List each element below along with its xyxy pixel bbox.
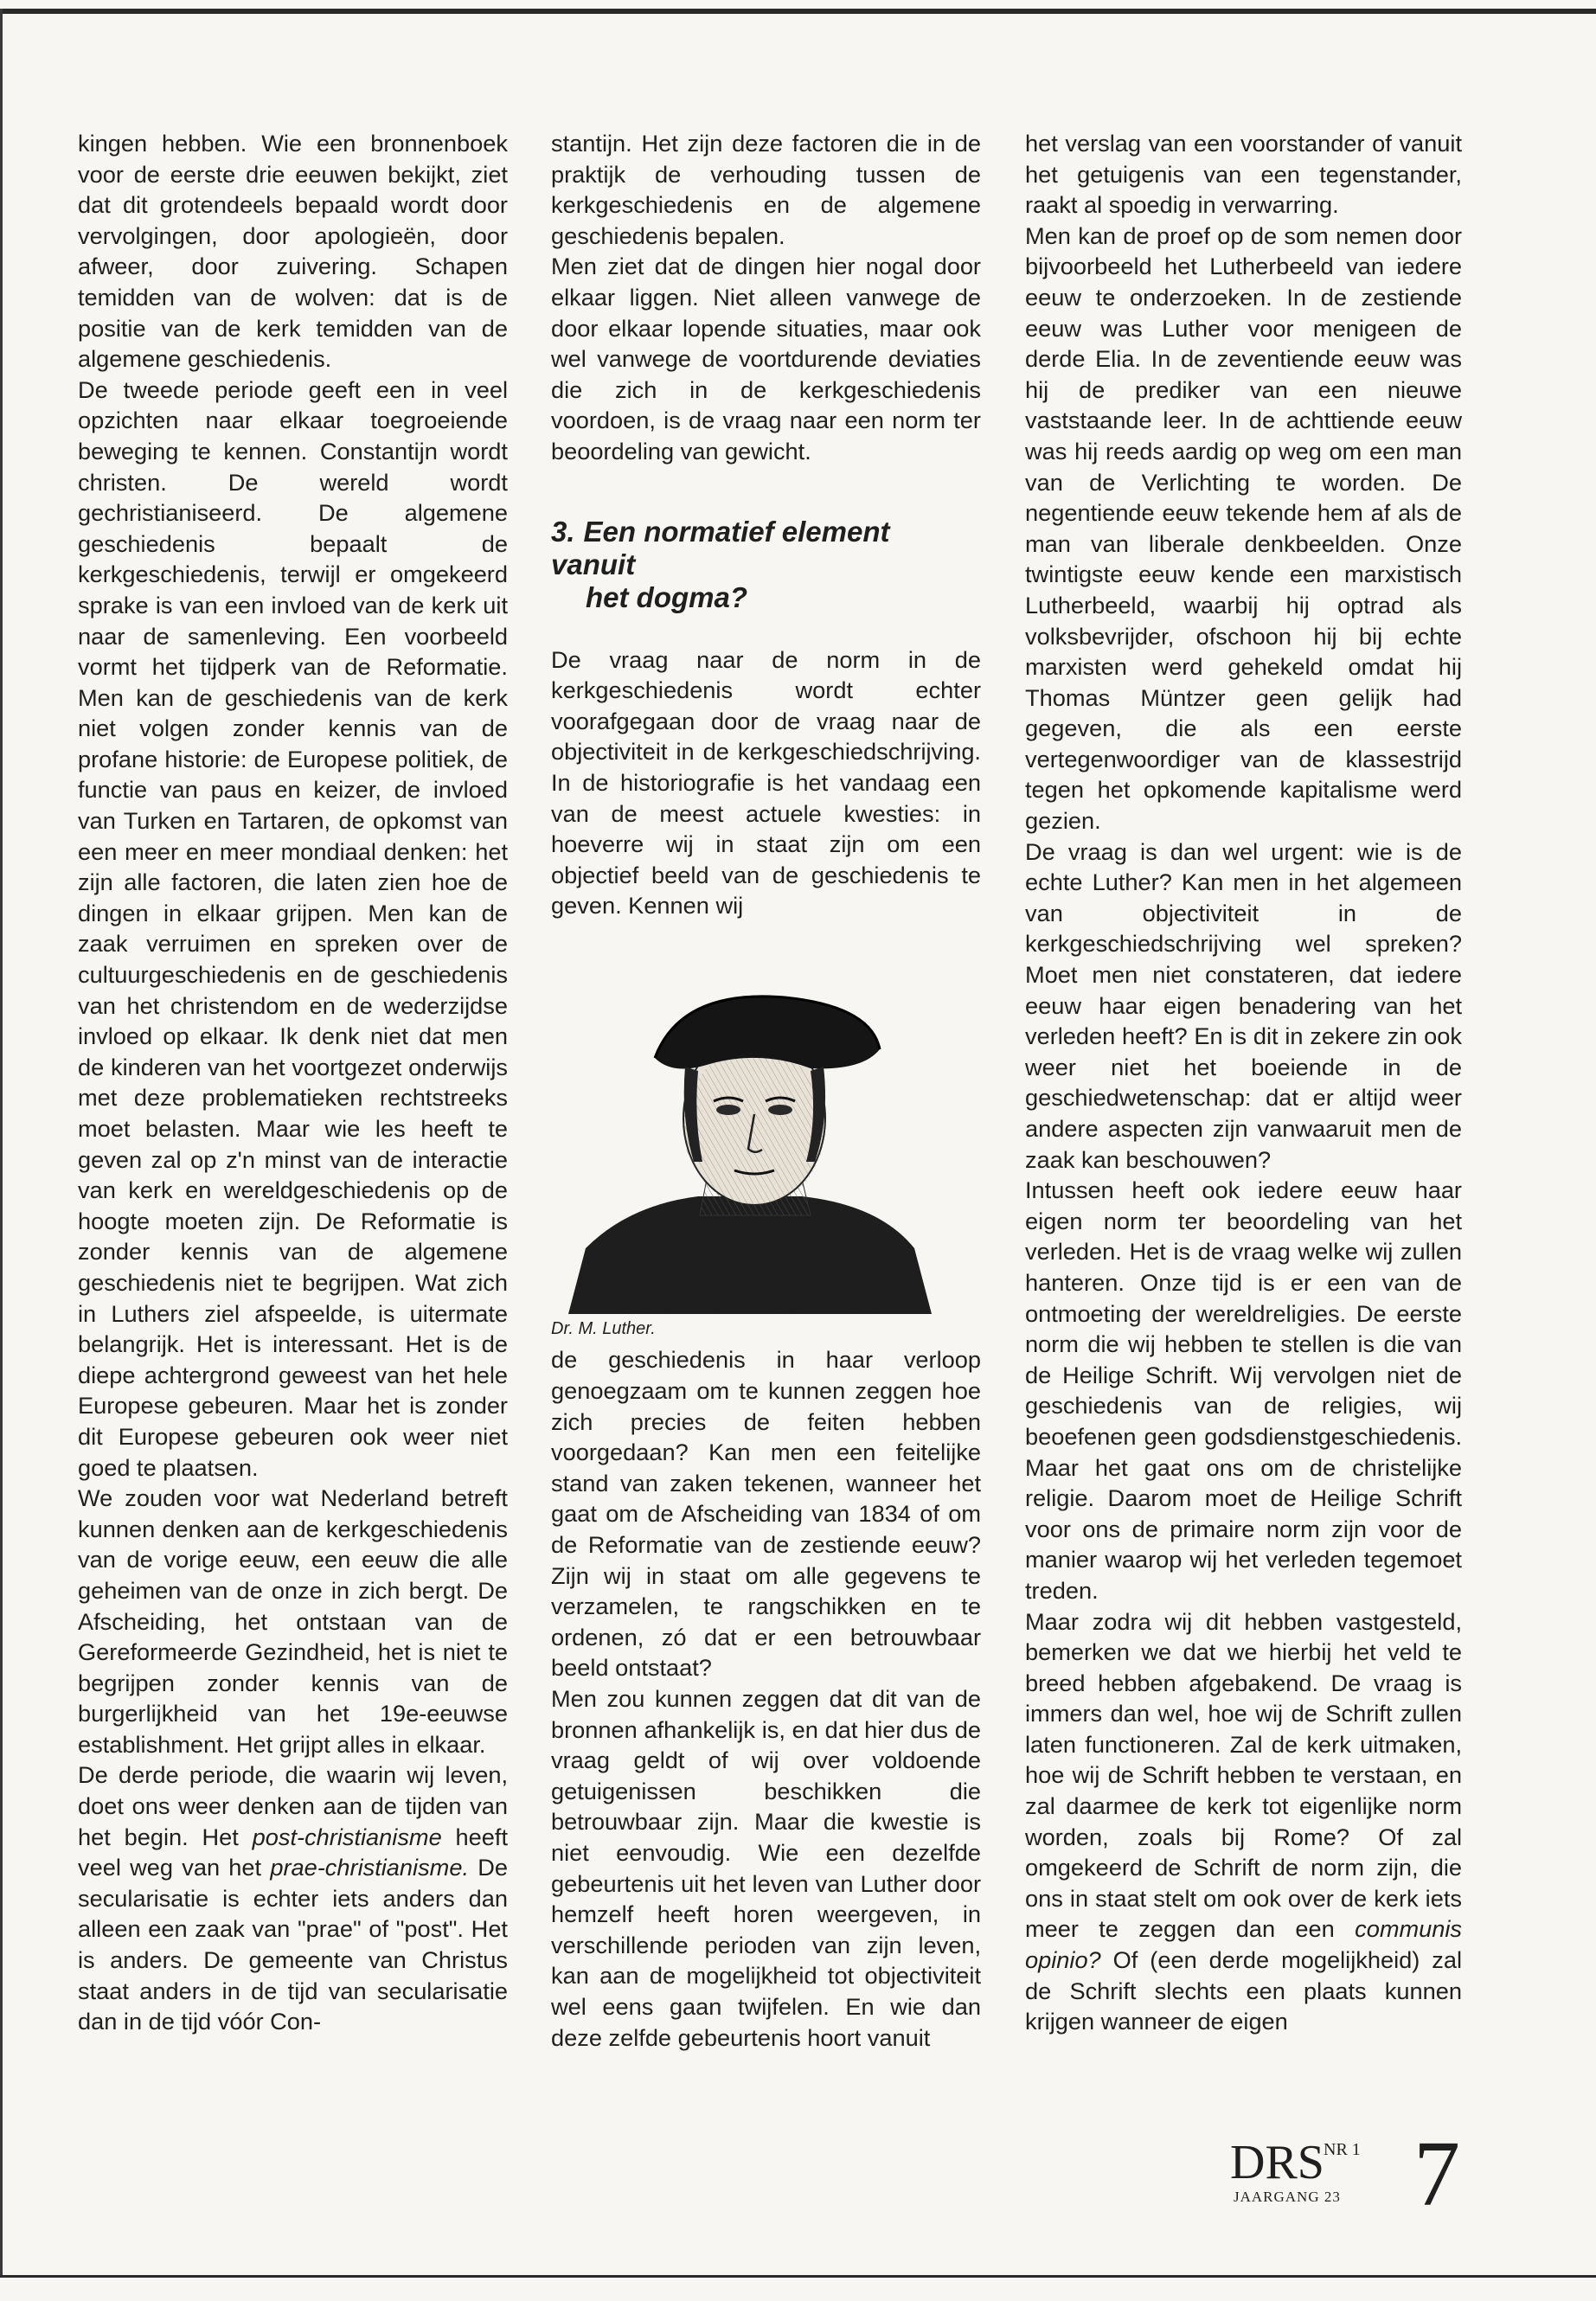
italic-term: communis opinio? (1025, 1915, 1462, 1974)
page-footer (1230, 2123, 1516, 2232)
paragraph: De derde periode, die waarin wij leven, doet ons weer denken aan de tijden van het begin. Het post-christianisme heeft veel weg van het prae-christianisme. De secularisatie is echter iets anders dan alleen een zaak van "prae" of "post". Het is anders. De gemeente van Christus staat anders in de tijd van secularisatie dan in de tijd vóór Con- (78, 1761, 509, 2035)
paragraph: De vraag naar de norm in de kerkgeschiedenis wordt echter voorafgegaan door de vraag naar de objectiviteit in de kerkgeschiedschrijving. In de historiografie is het vandaag een van de meest actuele kwesties: in hoeverre wij in staat zijn om een objectief beeld van de geschiedenis te geven. Kennen wij (551, 645, 981, 920)
paragraph: De tweede periode geeft een in veel opzichten naar elkaar toegroeiende beweging te kennen. Constantijn wordt christen. De wereld wordt gechristianiseerd. De algemene geschiedenis bepaalt de kerkgeschiedenis, terwijl er omgekeerd sprake is van een invloed van de kerk uit naar de samenleving. Een voorbeeld vormt het tijdperk van de Reformatie. Men kan de geschiedenis van de kerk niet volgen zonder kennis van de profane historie: de Europese politiek, de functie van paus en keizer, de invloed van Turken en Tartaren, de opkomst van een meer en meer mondiaal denken: het zijn alle factoren, die laten zien hoe de dingen in elkaar grijpen. Men kan de zaak verruimen en spreken over de cultuurgeschiedenis en de geschiedenis van het christendom en de wederzijdse invloed op elkaar. Ik denk niet dat men de kinderen van het voortgezet onderwijs met deze problematieken rechtstreeks moet belasten. Maar wie les heeft te geven zal op z'n minst van de interactie van kerk en wereldgeschiedenis op de hoogte moeten zijn. De Reformatie is zonder kennis van de algemene geschiedenis niet te begrijpen. Wat zich in Luthers ziel afspeelde, is uitermate belangrijk. Het is interessant. Het is de diepe achtergrond geweest van het hele Europese gebeuren. Maar het is zonder dit Europese gebeuren ook weer niet goed te plaatsen. (78, 375, 508, 1481)
paragraph: Men ziet dat de dingen hier nogal door elkaar liggen. Niet alleen vanwege de door elkaar lopende situaties, maar ook wel vanwege de voortdurende deviaties die zich in de kerkgeschiedenis voordoen, is de vraag naar een norm ter beoordeling van gewicht. (551, 253, 981, 465)
section-heading: 3. Een normatief element vanuit het dogma? (551, 515, 890, 613)
column-3 (1025, 128, 1462, 2037)
paragraph: Maar zodra wij dit hebben vastgesteld, bemerken we dat we hierbij het veld te breed hebben afgebakend. De vraag is immers dan wel, hoe wij de Schrift zullen laten functioneren. Zal de kerk uitmaken, hoe wij de Schrift hebben te verstaan, en zal daarmee de kerk tot eigenlijke norm worden, zoals bij Rome? Of zal omgekeerd de Schrift de norm zijn, die ons in staat stelt om ook over de kerk iets meer te zeggen dan een communis opinio? Of (een derde mogelijkheid) zal de Schrift slechts een plaats kunnen krijgen wanneer de eigen (1025, 1607, 1462, 2035)
column-1 (78, 128, 508, 2037)
column-2 (551, 128, 981, 2053)
paragraph: We zouden voor wat Nederland betreft kunnen denken aan de kerkgeschiedenis van de vorige eeuw, een eeuw die alle geheimen van de onze in zich bergt. De Afscheiding, het ontstaan van de Gereformeerde Gezindheid, het is niet te begrijpen zonder kennis van de burgerlijkheid van het 19e-eeuwse establishment. Het grijpt alles in elkaar. (78, 1484, 508, 1758)
italic-term: post-christianisme (252, 1823, 442, 1850)
page-number: 7 (1413, 2123, 1460, 2226)
paragraph: stantijn. Het zijn deze factoren die in de praktijk de verhouding tussen de kerkgeschiedenis en de algemene geschiedenis bepalen. (551, 130, 981, 249)
section-number: 3. (551, 515, 575, 548)
bottom-rule (0, 2275, 1596, 2278)
issue-number: NR 1 (1324, 2140, 1361, 2159)
luther-engraving-image (551, 989, 939, 1314)
paragraph: de geschiedenis in haar verloop genoegzaam om te kunnen zeggen hoe zich precies de feiten hebben voorgedaan? Kan men een feitelijke stand van zaken tekenen, wanneer het gaat om de Afscheiding van 1834 of om de Reformatie van de zestiende eeuw? Zijn wij in staat om alle gegevens te verzamelen, te rangschikken en te ordenen, zó dat er een betrouwbaar beeld ontstaat? (551, 1346, 981, 1682)
left-rule (0, 9, 3, 2275)
paragraph: De vraag is dan wel urgent: wie is de echte Luther? Kan men in het algemeen van objectiviteit in de kerkgeschiedschrijving wel spreken? Moet men niet constateren, dat iedere eeuw haar eigen benadering van het verleden heeft? En is dit in zekere zin ook weer niet het boeiende in de geschiedwetenschap: dat er altijd weer andere aspecten zijn vanwaaruit men de zaak kan beschouwen? (1025, 837, 1462, 1173)
paragraph: kingen hebben. Wie een bronnenboek voor de eerste drie eeuwen bekijkt, ziet dat dit grotendeels bepaald wordt door vervolgingen, door apologieën, door afweer, door zuivering. Schapen temidden van de wolven: dat is de positie van de kerk temidden van de algemene geschiedenis. (78, 130, 508, 373)
luther-portrait (551, 989, 981, 1314)
magazine-title: DRS (1230, 2136, 1324, 2189)
volume-label: JAARGANG 23 (1234, 2189, 1341, 2205)
paragraph: het verslag van een voorstander of vanuit het getuigenis van een tegenstander, raakt al spoedig in verwarring. (1025, 130, 1462, 219)
paragraph: Intussen heeft ook iedere eeuw haar eigen norm ter beoordeling van het verleden. Het is de vraag welke wij zullen hanteren. Onze tijd is er een van de ontmoeting der wereldreligies. De eerste norm die wij hebben te stellen is die van de Heilige Schrift. Wij vervolgen niet de geschiedenis van de religies, wij beoefenen geen godsdienstgeschiedenis. Maar het gaat ons om de christelijke religie. Daarom moet de Heilige Schrift voor ons de primaire norm zijn voor de manier waarop wij het verleden tegemoet treden. (1025, 1176, 1462, 1604)
paragraph: Men kan de proef op de som nemen door bijvoorbeeld het Lutherbeeld van iedere eeuw te onderzoeken. In de zestiende eeuw was Luther voor menigeen de derde Elia. In de zeventiende eeuw was hij de prediker van een nieuwe vaststaande leer. In de achttiende eeuw was hij reeds aardig op weg om een man van de Verlichting te worden. De negentiende eeuw tekende hem af als de man van liberale denkbeelden. Onze twintigste eeuw kende een marxistisch Lutherbeeld, waarbij hij optrad als volksbevrijder, ofschoon hij bij echte marxisten werd gehekeld omdat hij Thomas Müntzer geen gelijk had gegeven, die als een eerste vertegenwoordiger van de klassestrijd tegen het opkomende kapitalisme werd gezien. (1025, 221, 1462, 835)
top-rule (0, 9, 1596, 14)
image-caption: Dr. M. Luther. (551, 1318, 656, 1338)
paragraph: Men zou kunnen zeggen dat dit van de bronnen afhankelijk is, en dat hier dus de vraag geldt of wij over voldoende getuigenissen beschikken die betrouwbaar zijn. Maar die kwestie is niet eenvoudig. Wie een dezelfde gebeurtenis uit het leven van Luther door hemzelf heeft horen weergeven, in verschillende perioden van zijn leven, kan aan de mogelijkheid tot objectiviteit wel eens gaan twijfelen. En wie dan deze zelfde gebeurtenis hoort vanuit (551, 1685, 981, 2051)
italic-term: prae-christianisme. (270, 1854, 470, 1881)
